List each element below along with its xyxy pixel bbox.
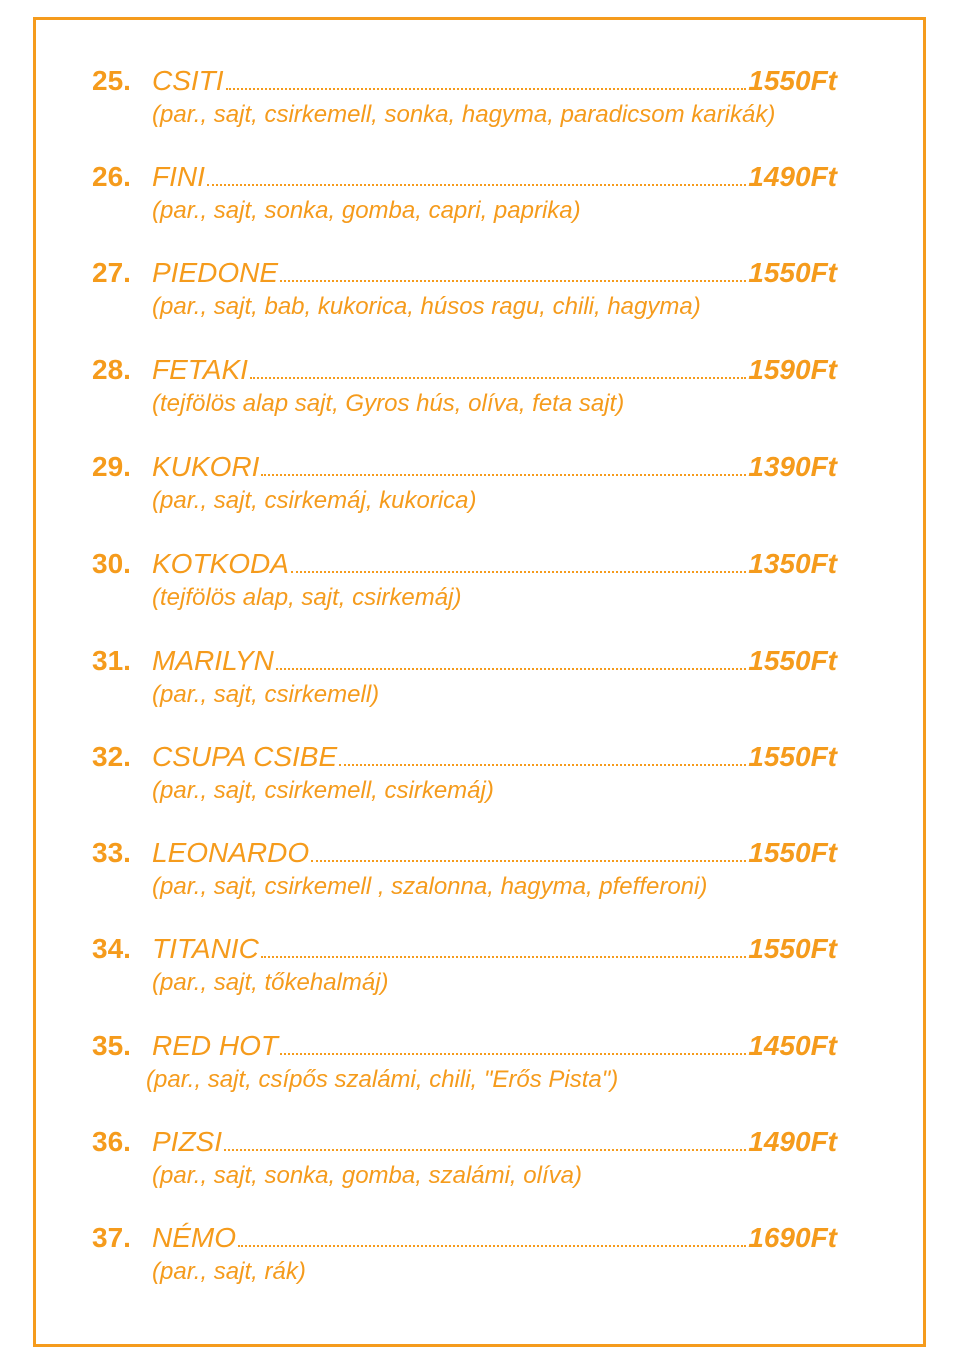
item-description: (par., sajt, csirkemell) (152, 681, 380, 708)
item-number: 26. (92, 161, 131, 192)
item-description: (par., sajt, csirkemell , szalonna, hagyma, pfefferoni) (152, 873, 708, 900)
item-description: (par., sajt, csirkemell, csirkemáj) (152, 777, 494, 804)
item-number: 30. (92, 548, 131, 579)
item-description: (tejfölös alap, sajt, csirkemáj) (152, 584, 462, 611)
dot-leader (280, 1053, 746, 1055)
item-price: 1450Ft (748, 1030, 837, 1061)
item-price: 1690Ft (748, 1222, 837, 1253)
dot-leader (291, 571, 746, 573)
dot-leader (261, 956, 746, 958)
item-price: 1550Ft (748, 645, 837, 676)
item-name: LEONARDO (152, 837, 310, 868)
item-number: 27. (92, 257, 131, 288)
item-number: 34. (92, 933, 131, 964)
menu-item (0, 1029, 960, 1119)
dot-leader (276, 668, 746, 670)
item-price: 1550Ft (748, 837, 837, 868)
item-price: 1550Ft (748, 933, 837, 964)
item-price: 1550Ft (748, 257, 837, 288)
menu-item (0, 1125, 960, 1215)
item-description: (par., sajt, sonka, gomba, capri, paprika) (152, 197, 581, 224)
item-name: CSUPA CSIBE (152, 741, 338, 772)
menu-item (0, 836, 960, 926)
item-description: (par., sajt, csípős szalámi, chili, "Erős Pista") (146, 1066, 619, 1093)
menu-item (0, 160, 960, 250)
item-description: (par., sajt, rák) (152, 1258, 306, 1285)
item-name: FINI (152, 161, 205, 192)
item-description: (par., sajt, tőkehalmáj) (152, 969, 389, 996)
item-price: 1490Ft (748, 161, 837, 192)
dot-leader (207, 184, 746, 186)
dot-leader (261, 474, 746, 476)
dot-leader (311, 860, 746, 862)
item-name: NÉMO (152, 1222, 236, 1253)
menu-item (0, 932, 960, 1022)
item-description: (par., sajt, csirkemell, sonka, hagyma, paradicsom karikák) (152, 101, 776, 128)
item-price: 1350Ft (748, 548, 837, 579)
item-name: RED HOT (152, 1030, 278, 1061)
item-description: (par., sajt, csirkemáj, kukorica) (152, 487, 477, 514)
item-number: 25. (92, 65, 131, 96)
dot-leader (250, 377, 746, 379)
dot-leader (339, 764, 746, 766)
item-number: 28. (92, 354, 131, 385)
dot-leader (224, 1149, 746, 1151)
item-name: PIZSI (152, 1126, 223, 1157)
item-name: KOTKODA (152, 548, 289, 579)
menu-item (0, 64, 960, 154)
item-number: 33. (92, 837, 131, 868)
dot-leader (226, 88, 747, 90)
item-number: 29. (92, 451, 131, 482)
menu-item (0, 353, 960, 443)
item-description: (par., sajt, sonka, gomba, szalámi, olíva) (152, 1162, 582, 1189)
item-name: PIEDONE (152, 257, 279, 288)
item-description: (tejfölös alap sajt, Gyros hús, olíva, feta sajt) (152, 390, 625, 417)
item-name: KUKORI (152, 451, 260, 482)
item-price: 1550Ft (748, 741, 837, 772)
item-name: CSITI (152, 65, 224, 96)
item-number: 32. (92, 741, 131, 772)
dot-leader (238, 1245, 746, 1247)
item-name: FETAKI (152, 354, 248, 385)
item-number: 35. (92, 1030, 131, 1061)
item-number: 31. (92, 645, 131, 676)
item-name: TITANIC (152, 933, 259, 964)
menu-item (0, 547, 960, 637)
menu-item (0, 644, 960, 734)
dot-leader (280, 280, 746, 282)
item-number: 37. (92, 1222, 131, 1253)
item-price: 1490Ft (748, 1126, 837, 1157)
menu-item (0, 1221, 960, 1311)
item-number: 36. (92, 1126, 131, 1157)
menu-item (0, 256, 960, 346)
item-name: MARILYN (152, 645, 274, 676)
item-price: 1590Ft (748, 354, 837, 385)
item-description: (par., sajt, bab, kukorica, húsos ragu, chili, hagyma) (152, 293, 701, 320)
menu-item (0, 450, 960, 540)
menu-item (0, 740, 960, 830)
item-price: 1390Ft (748, 451, 837, 482)
item-price: 1550Ft (748, 65, 837, 96)
